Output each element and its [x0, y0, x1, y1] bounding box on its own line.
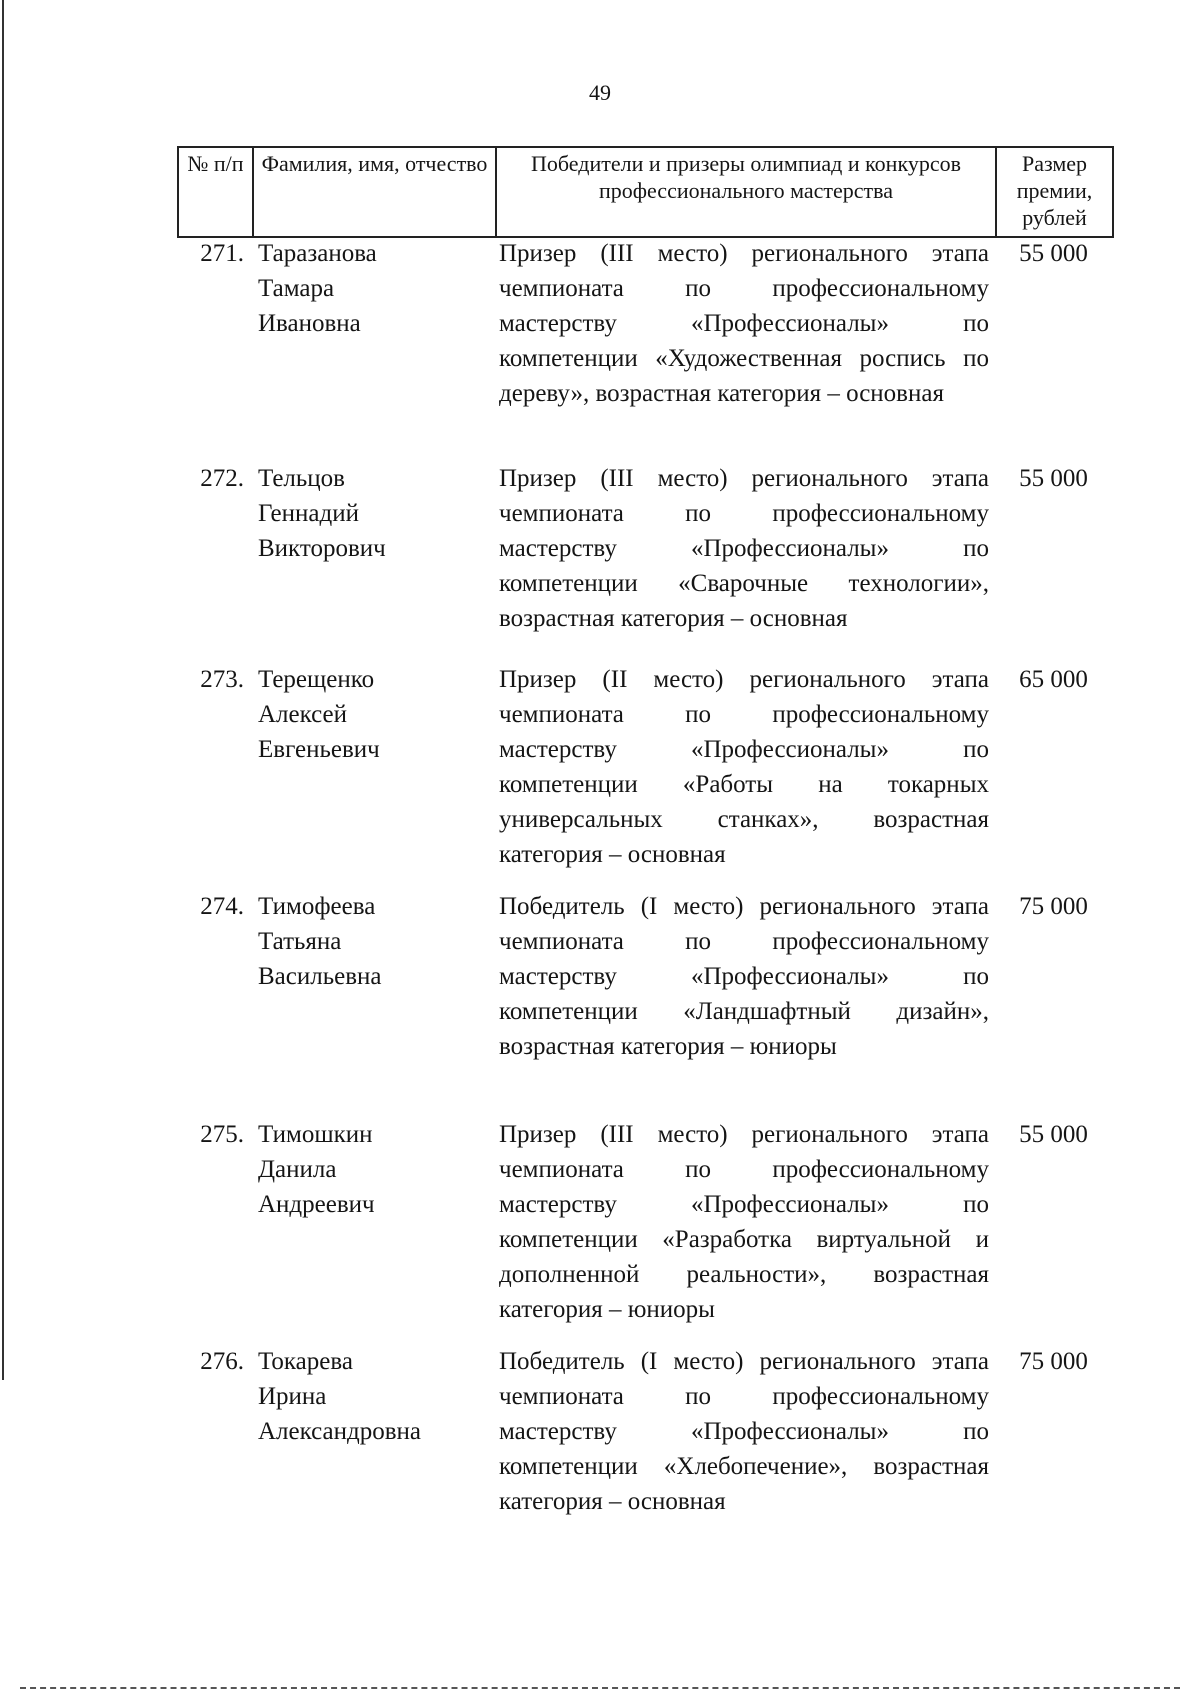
row-name [252, 236, 495, 461]
table-row [177, 662, 1112, 889]
table-row [177, 461, 1112, 662]
table-row [177, 236, 1112, 461]
row-number: 273. [200, 666, 244, 693]
row-number: 275. [200, 1121, 244, 1148]
patronymic: Александровна [258, 1418, 422, 1445]
surname: Терещенко [258, 666, 375, 693]
row-description: Победитель (I место) регионального этапа чемпионата по профессиональному мастерству «Профессионалы» по компетенции «Ландшафтный дизайн», возрастная категория – юниоры [499, 893, 989, 1060]
row-description: Призер (III место) регионального этапа чемпионата по профессиональному мастерству «Профессионалы» по компетенции «Сварочные технологии», возрастная категория – основная [499, 465, 989, 632]
surname: Тельцов [258, 465, 345, 492]
patronymic: Ивановна [258, 310, 361, 337]
patronymic: Васильевна [258, 963, 382, 990]
row-name [252, 662, 495, 889]
first-name: Данила [258, 1156, 337, 1183]
row-name [252, 889, 495, 1117]
table-row [177, 1344, 1112, 1534]
row-number: 271. [200, 240, 244, 267]
header-amount: Размер премии, рублей [996, 147, 1113, 237]
first-name: Геннадий [258, 500, 359, 527]
row-amount: 55 000 [1019, 240, 1088, 267]
patronymic: Викторович [258, 535, 386, 562]
first-name: Татьяна [258, 928, 342, 955]
header-number: № п/п [178, 147, 253, 237]
scan-edge-line [2, 0, 4, 1380]
surname: Таразанова [258, 240, 377, 267]
row-description: Призер (III место) регионального этапа чемпионата по профессиональному мастерству «Профессионалы» по компетенции «Художественная роспись по дереву», возрастная категория – основная [499, 240, 989, 407]
row-amount: 75 000 [1019, 1348, 1088, 1375]
patronymic: Андреевич [258, 1191, 375, 1218]
header-description: Победители и призеры олимпиад и конкурсов профессионального мастерства [496, 147, 996, 237]
patronymic: Евгеньевич [258, 736, 380, 763]
first-name: Алексей [258, 701, 348, 728]
first-name: Тамара [258, 275, 335, 302]
row-number: 272. [200, 465, 244, 492]
surname: Тимошкин [258, 1121, 373, 1148]
page-number: 49 [589, 80, 611, 105]
row-description: Призер (II место) регионального этапа чемпионата по профессиональному мастерству «Профессионалы» по компетенции «Работы на токарных универсальных станках», возрастная категория – основная [499, 666, 989, 868]
row-amount: 55 000 [1019, 465, 1088, 492]
row-amount: 75 000 [1019, 893, 1088, 920]
row-name [252, 461, 495, 662]
row-amount: 65 000 [1019, 666, 1088, 693]
scan-bottom-dashes [20, 1687, 1180, 1689]
row-description: Призер (III место) регионального этапа чемпионата по профессиональному мастерству «Профессионалы» по компетенции «Разработка виртуальной и дополненной реальности», возрастная категория – юниоры [499, 1121, 989, 1323]
row-description: Победитель (I место) регионального этапа чемпионата по профессиональному мастерству «Профессионалы» по компетенции «Хлебопечение», возрастная категория – основная [499, 1348, 989, 1515]
header-name: Фамилия, имя, отчество [253, 147, 496, 237]
surname: Тимофеева [258, 893, 376, 920]
first-name: Ирина [258, 1383, 327, 1410]
table-row [177, 1117, 1112, 1344]
table-body [177, 236, 1112, 1534]
row-name [252, 1117, 495, 1344]
surname: Токарева [258, 1348, 353, 1375]
table-row [177, 889, 1112, 1117]
row-number: 274. [200, 893, 244, 920]
row-amount: 55 000 [1019, 1121, 1088, 1148]
row-number: 276. [200, 1348, 244, 1375]
table-header [177, 146, 1114, 238]
row-name [252, 1344, 495, 1534]
